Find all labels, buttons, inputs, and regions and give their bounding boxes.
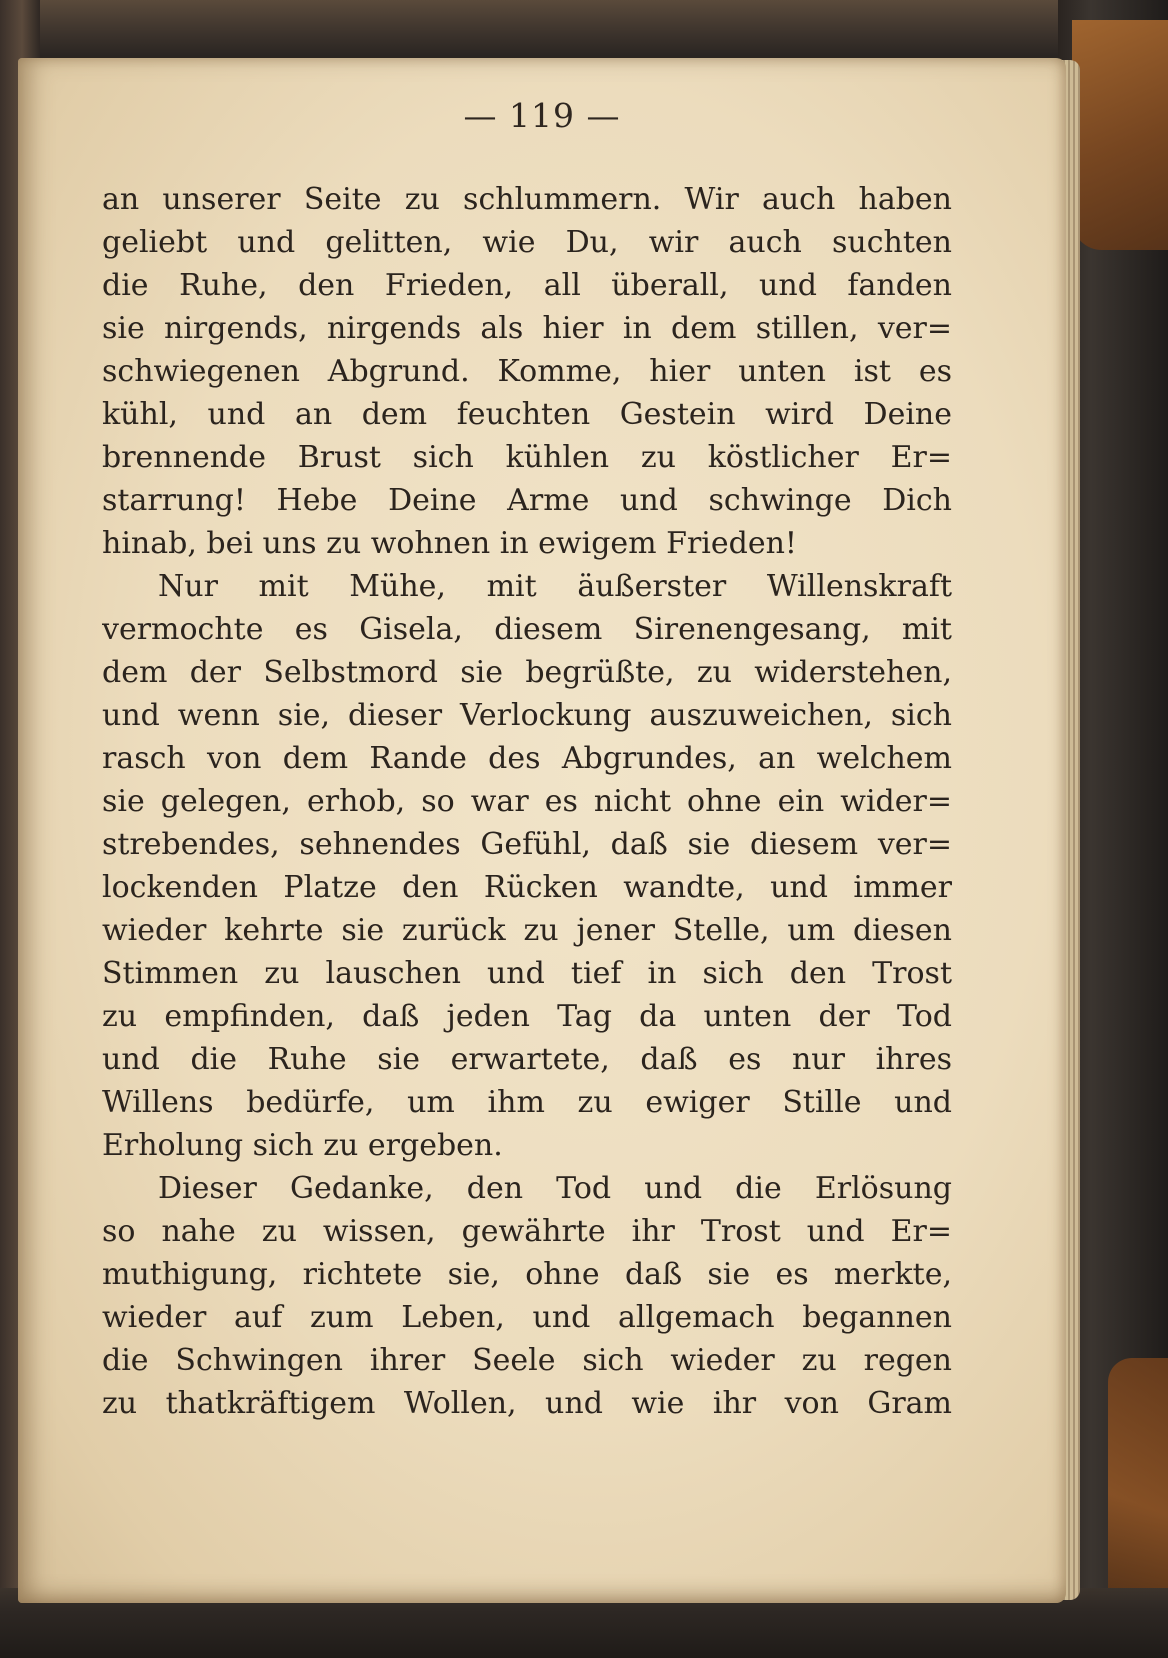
text-line: Stimmen zu lauschen und tief in sich den Trost	[102, 956, 952, 991]
text-line: zu thatkräftigem Wollen, und wie ihr von Gram	[102, 1386, 952, 1421]
text-line: rasch von dem Rande des Abgrundes, an welchem	[102, 741, 952, 776]
text-line: wieder auf zum Leben, und allgemach begannen	[102, 1300, 952, 1335]
book-page	[18, 58, 1066, 1603]
text-line: kühl, und an dem feuchten Gestein wird Deine	[102, 397, 952, 432]
text-line: Erholung sich zu ergeben.	[102, 1128, 503, 1163]
text-line: sie nirgends, nirgends als hier in dem stillen, ver=	[102, 311, 952, 346]
leather-corner-top	[1072, 20, 1168, 250]
text-line: an unserer Seite zu schlummern. Wir auch haben	[102, 182, 952, 217]
text-line: geliebt und gelitten, wie Du, wir auch suchten	[102, 225, 952, 260]
text-line: brennende Brust sich kühlen zu köstlicher Er=	[102, 440, 952, 475]
page-number	[18, 96, 1066, 135]
text-line: und die Ruhe sie erwartete, daß es nur ihres	[102, 1042, 952, 1077]
text-line: die Ruhe, den Frieden, all überall, und fanden	[102, 268, 952, 303]
page-number-text: — 119 —	[463, 96, 621, 135]
text-line: hinab, bei uns zu wohnen in ewigem Frieden!	[102, 526, 797, 561]
text-line: so nahe zu wissen, gewährte ihr Trost und Er=	[102, 1214, 952, 1249]
text-line: sie gelegen, erhob, so war es nicht ohne ein wider=	[102, 784, 952, 819]
text-line: lockenden Platze den Rücken wandte, und immer	[102, 870, 952, 905]
text-line: Willens bedürfe, um ihm zu ewiger Stille und	[102, 1085, 952, 1120]
text-line: die Schwingen ihrer Seele sich wieder zu regen	[102, 1343, 952, 1378]
text-line: schwiegenen Abgrund. Komme, hier unten ist es	[102, 354, 952, 389]
text-line: starrung! Hebe Deine Arme und schwinge Dich	[102, 483, 952, 518]
text-line: wieder kehrte sie zurück zu jener Stelle, um diesen	[102, 913, 952, 948]
text-line: strebendes, sehnendes Gefühl, daß sie diesem ver=	[102, 827, 952, 862]
text-line: dem der Selbstmord sie begrüßte, zu widerstehen,	[102, 655, 952, 690]
book-cover-top	[0, 0, 1168, 56]
leather-corner-bottom	[1108, 1358, 1168, 1598]
text-line: Nur mit Mühe, mit äußerster Willenskraft	[158, 569, 952, 604]
text-line: vermochte es Gisela, diesem Sirenengesang, mit	[102, 612, 952, 647]
text-line: muthigung, richtete sie, ohne daß sie es merkte,	[102, 1257, 952, 1292]
text-line: zu empfinden, daß jeden Tag da unten der Tod	[102, 999, 952, 1034]
text-line: und wenn sie, dieser Verlockung auszuweichen, sich	[102, 698, 952, 733]
text-line: Dieser Gedanke, den Tod und die Erlösung	[158, 1171, 952, 1206]
body-text	[102, 178, 952, 1425]
